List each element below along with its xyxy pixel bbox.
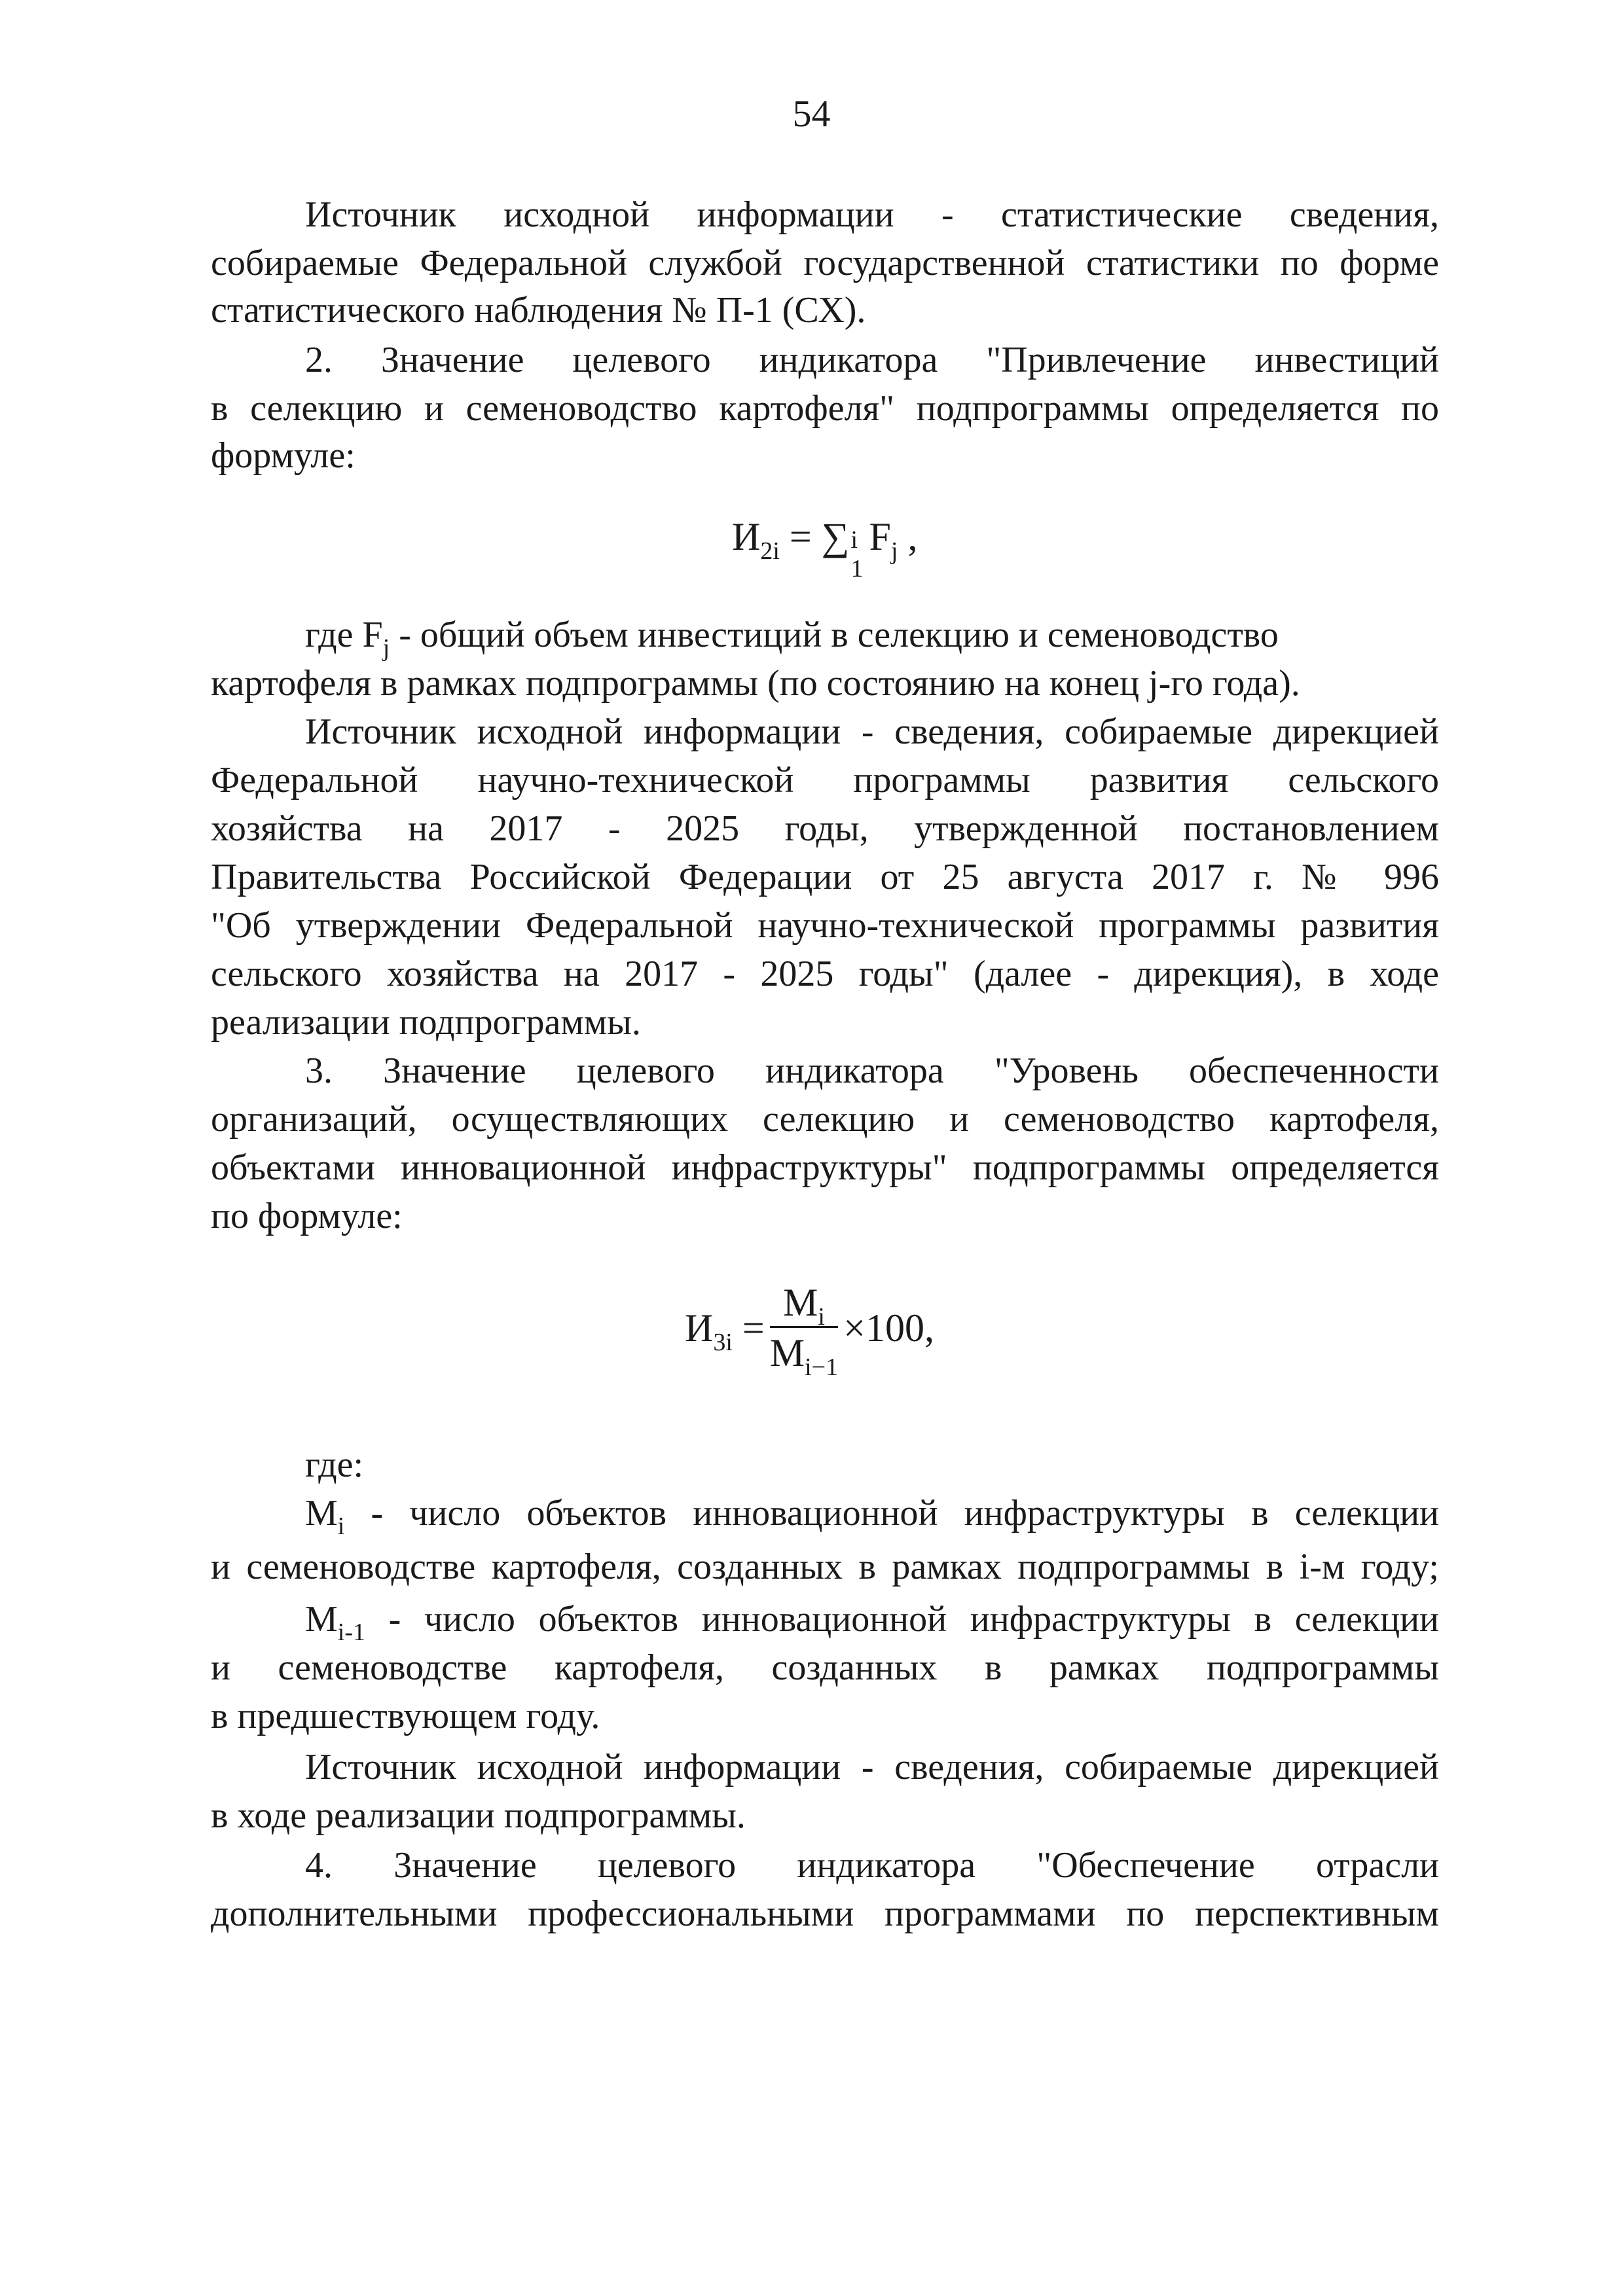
page-number: 54 (792, 92, 831, 135)
text-line: объектами инновационной инфраструктуры" подпрограммы определяется (211, 1147, 1439, 1188)
text-line: в ходе реализации подпрограммы. (211, 1795, 746, 1836)
text-line: Источник исходной информации - сведения, собираемые дирекцией (305, 711, 1439, 752)
text-line: хозяйства на 2017 - 2025 годы, утвержденной постановлением (211, 808, 1439, 849)
formula-infrastructure: $И_{3i}$ = $\frac{M_i}{M_{i-1}}$ ×100, (685, 1281, 934, 1381)
text-line: где: (305, 1444, 364, 1485)
text-line: где $F_j$ - общий объем инвестиций в селекцию и семеноводство (305, 615, 1279, 662)
text-line: 4. Значение целевого индикатора "Обеспечение отрасли (305, 1845, 1439, 1886)
text-line: $M_{i-1}$ - число объектов инновационной инфраструктуры в селекции (305, 1599, 1439, 1646)
text-line: "Об утверждении Федеральной научно-технической программы развития (211, 905, 1439, 946)
text-line: картофеля в рамках подпрограммы (по состоянию на конец j-го года). (211, 663, 1300, 704)
text-line: в селекцию и семеноводство картофеля" подпрограммы определяется по (211, 388, 1439, 429)
text-line: собираемые Федеральной службой государственной статистики по форме (211, 243, 1439, 283)
text-line: $M_i$ - число объектов инновационной инфраструктуры в селекции (305, 1493, 1439, 1540)
formula-investments: $И_{2i}$ = ∑ i 1 $F_j$ , (732, 515, 918, 583)
text-line: Правительства Российской Федерации от 25 августа 2017 г. № 996 (211, 857, 1439, 897)
text-line: 3. Значение целевого индикатора "Уровень обеспеченности (305, 1050, 1439, 1091)
text-line: и семеноводстве картофеля, созданных в рамках подпрограммы в i-м году; (211, 1547, 1439, 1587)
text-line: статистического наблюдения № П-1 (СХ). (211, 290, 866, 331)
text-line: дополнительными профессиональными программами по перспективным (211, 1893, 1439, 1934)
text-line: Федеральной научно-технической программы развития сельского (211, 760, 1439, 800)
text-line: и семеноводстве картофеля, созданных в рамках подпрограммы (211, 1647, 1439, 1688)
text-line: в предшествующем году. (211, 1696, 600, 1736)
text-line: формуле: (211, 435, 356, 476)
text-line: реализации подпрограммы. (211, 1002, 641, 1043)
text-line: организаций, осуществляющих селекцию и семеноводство картофеля, (211, 1099, 1439, 1139)
text-line: Источник исходной информации - статистические сведения, (305, 194, 1439, 235)
text-line: 2. Значение целевого индикатора "Привлечение инвестиций (305, 340, 1439, 380)
text-line: сельского хозяйства на 2017 - 2025 годы" (далее - дирекция), в ходе (211, 954, 1439, 994)
text-line: Источник исходной информации - сведения, собираемые дирекцией (305, 1747, 1439, 1787)
text-line: по формуле: (211, 1196, 403, 1236)
